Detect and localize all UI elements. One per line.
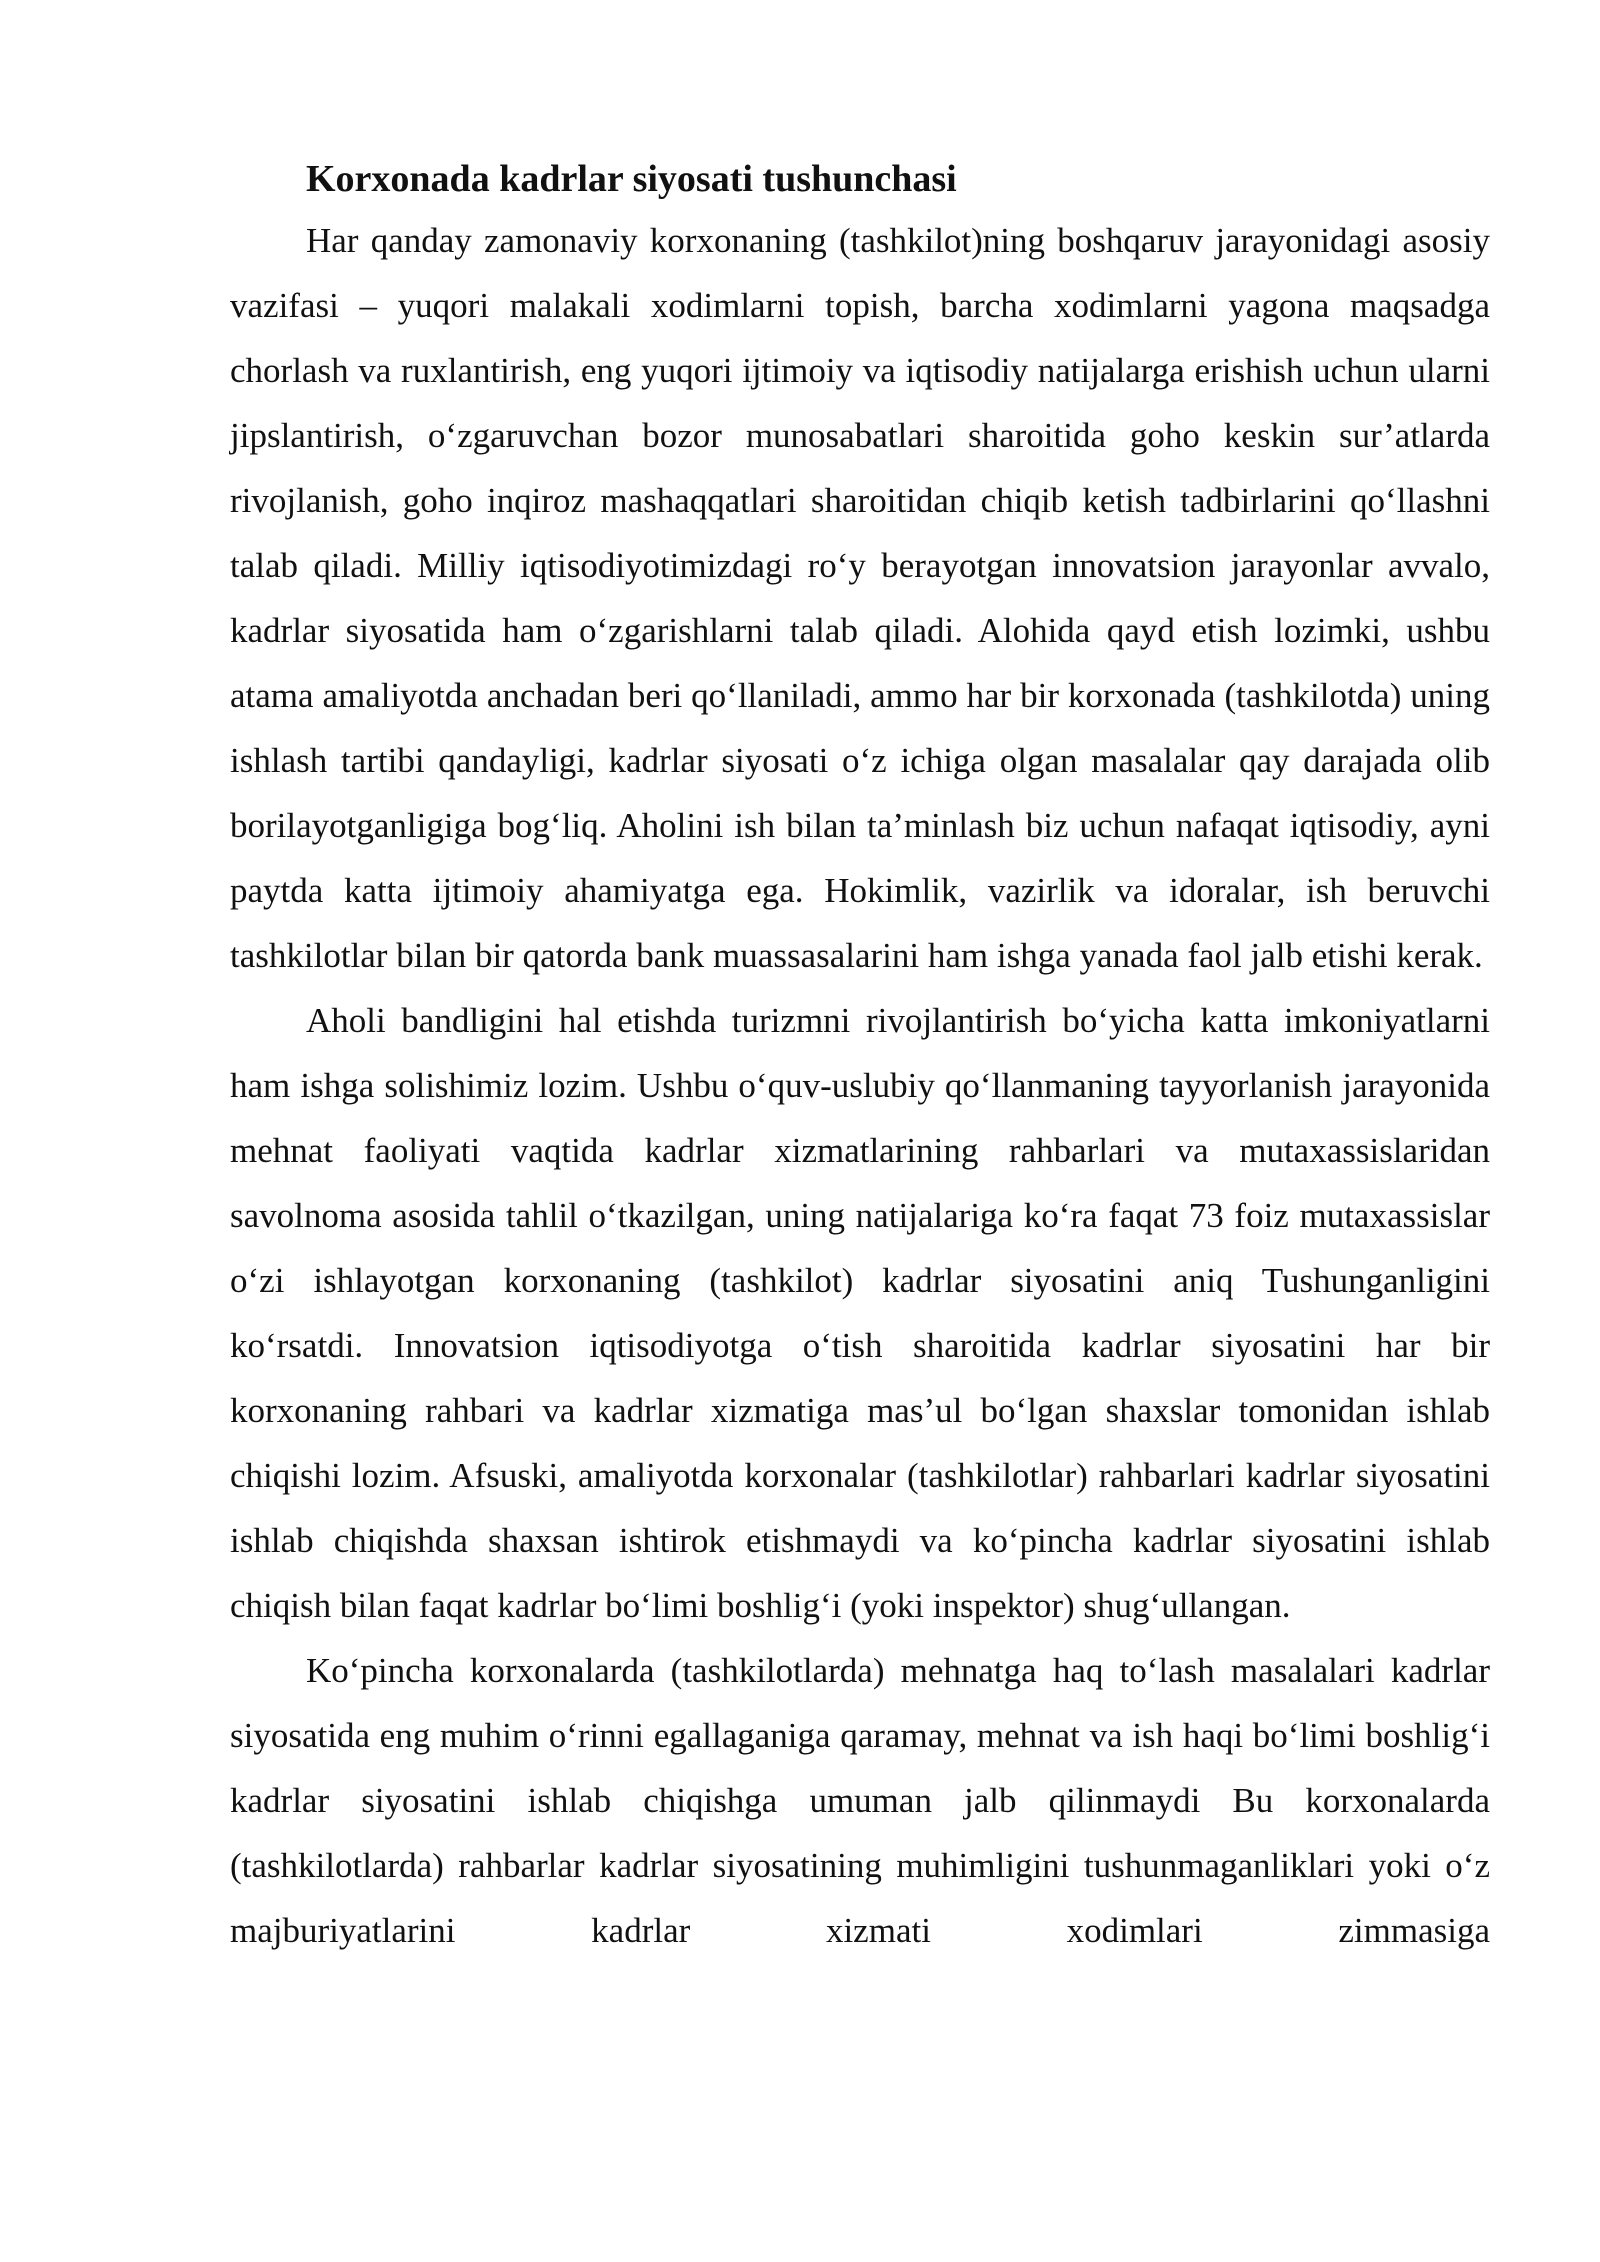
paragraph-3: Ko‘pincha korxonalarda (tashkilotlarda) mehnatga haq to‘lash masalalari kadrlar siyosatida eng muhim o‘rinni egallaganiga qaramay, mehnat va ish haqi bo‘limi boshlig‘i kadrlar siyosatini ishlab chiqishga umuman jalb qilinmaydi Bu korxonalarda (tashkilotlarda) rahbarlar kadrlar siyosatining muhimligini tushunmaganliklari yoki o‘z majburiyatlarini kadrlar xizmati xodimlari zimmasiga xyxy=(230,1651,1490,1950)
document-title: Korxonada kadrlar siyosati tushunchasi xyxy=(306,158,957,200)
paragraph-1: Har qanday zamonaviy korxonaning (tashkilot)ning boshqaruv jarayonidagi asosiy vazifasi – yuqori malakali xodimlarni topish, barcha xodimlarni yagona maqsadga chorlash va ruxlantirish, eng yuqori ijtimoiy va iqtisodiy natijalarga erishish uchun ularni jipslantirish, o‘zgaruvchan bozor munosabatlari sharoitida goho keskin sur’atlarda rivojlanish, goho inqiroz mashaqqatlari sharoitidan chiqib ketish tadbirlarini qo‘llashni talab qiladi. Milliy iqtisodiyotimizdagi ro‘y berayotgan innovatsion jarayonlar avvalo, kadrlar siyosatida ham o‘zgarishlarni talab qiladi. Alohida qayd etish lozimki, ushbu atama amaliyotda anchadan beri qo‘llaniladi, ammo har bir korxonada (tashkilotda) uning ishlash tartibi qandayligi, kadrlar siyosati o‘z ichiga olgan masalalar qay darajada olib borilayotganligiga bog‘liq. Aholini ish bilan ta’minlash biz uchun nafaqat iqtisodiy, ayni paytda katta ijtimoiy ahamiyatga ega. Hokimlik, vazirlik va idoralar, ish beruvchi tashkilotlar bilan bir qatorda bank muassasalarini ham ishga yanada faol jalb etishi kerak. xyxy=(230,221,1490,975)
paragraph-2: Aholi bandligini hal etishda turizmni rivojlantirish bo‘yicha katta imkoniyatlarni ham ishga solishimiz lozim. Ushbu o‘quv-uslubiy qo‘llanmaning tayyorlanish jarayonida mehnat faoliyati vaqtida kadrlar xizmatlarining rahbarlari va mutaxassislaridan savolnoma asosida tahlil o‘tkazilgan, uning natijalariga ko‘ra faqat 73 foiz mutaxassislar o‘zi ishlayotgan korxonaning (tashkilot) kadrlar siyosatini aniq Tushunganligini ko‘rsatdi. Innovatsion iqtisodiyotga o‘tish sharoitida kadrlar siyosatini har bir korxonaning rahbari va kadrlar xizmatiga mas’ul bo‘lgan shaxslar tomonidan ishlab chiqishi lozim. Afsuski, amaliyotda korxonalar (tashkilotlar) rahbarlari kadrlar siyosatini ishlab chiqishda shaxsan ishtirok etishmaydi va ko‘pincha kadrlar siyosatini ishlab chiqish bilan faqat kadrlar bo‘limi boshlig‘i (yoki inspektor) shug‘ullangan. xyxy=(230,1001,1490,1625)
document-page xyxy=(230,150,1490,1963)
